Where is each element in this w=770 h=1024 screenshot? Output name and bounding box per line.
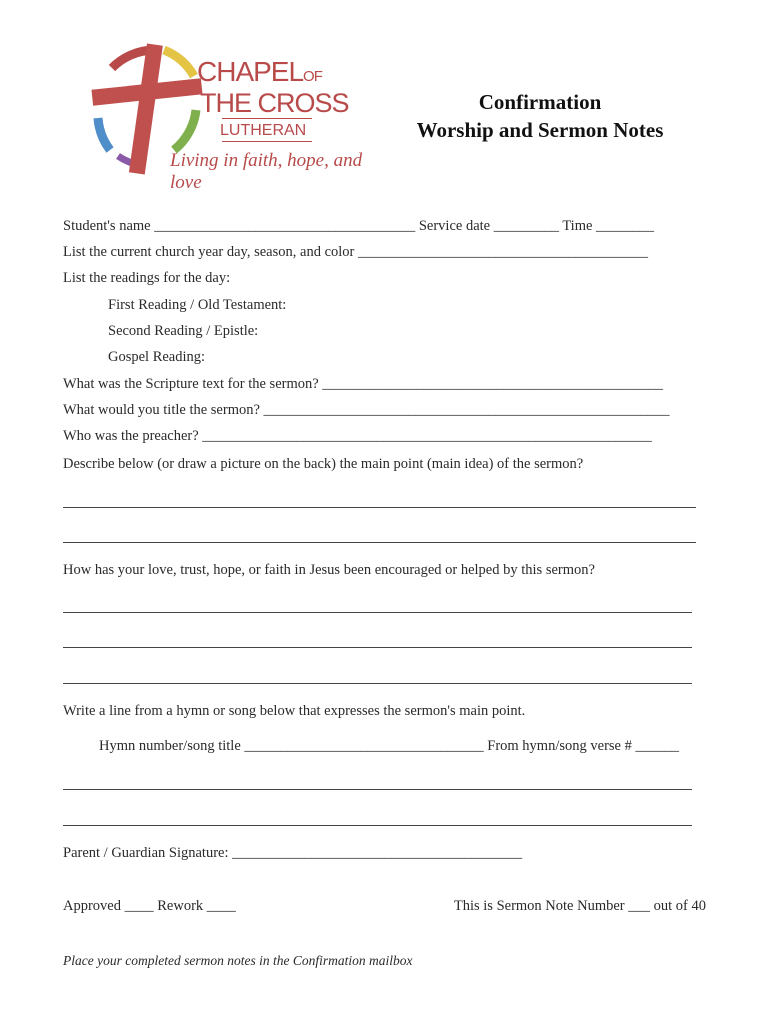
approved-rework[interactable]: Approved ____ Rework ____ bbox=[63, 898, 236, 914]
preacher-line[interactable]: Who was the preacher? ______________________________________________________________ bbox=[63, 428, 652, 444]
sermon-title-line[interactable]: What would you title the sermon? ________________________________________________________ bbox=[63, 402, 670, 418]
second-reading-label: Second Reading / Epistle: bbox=[108, 323, 259, 339]
answer-rule[interactable] bbox=[63, 612, 692, 613]
logo-line1-small: OF bbox=[303, 68, 322, 85]
footer-note: Place your completed sermon notes in the Confirmation mailbox bbox=[63, 953, 413, 968]
hymn-title-line[interactable]: Hymn number/song title _________________________________ From hymn/song verse # ______ bbox=[99, 738, 679, 754]
encouraged-prompt: How has your love, trust, hope, or faith in Jesus been encouraged or helped by this sermon? bbox=[63, 562, 595, 578]
student-name-line[interactable]: Student's name ____________________________________ Service date _________ Time ________ bbox=[63, 218, 655, 234]
first-reading-label: First Reading / Old Testament: bbox=[108, 297, 287, 313]
logo-tagline: Living in faith, hope, and love bbox=[170, 150, 363, 193]
answer-rule[interactable] bbox=[63, 683, 692, 684]
scripture-text-line[interactable]: What was the Scripture text for the sermon? _______________________________________________ bbox=[63, 376, 664, 392]
chapel-logo bbox=[82, 38, 372, 193]
answer-rule[interactable] bbox=[63, 789, 692, 790]
answer-rule[interactable] bbox=[63, 647, 692, 648]
sermon-note-number[interactable]: This is Sermon Note Number ___ out of 40 bbox=[453, 898, 706, 914]
answer-rule[interactable] bbox=[63, 825, 692, 826]
logo-line1: CHAPEL bbox=[197, 56, 304, 87]
page-title-line1: Confirmation bbox=[478, 90, 602, 114]
answer-rule[interactable] bbox=[63, 507, 696, 508]
logo-line3: LUTHERAN bbox=[220, 122, 307, 139]
answer-rule[interactable] bbox=[63, 542, 696, 543]
gospel-reading-label: Gospel Reading: bbox=[108, 349, 206, 365]
hymn-prompt: Write a line from a hymn or song below that expresses the sermon's main point. bbox=[63, 703, 526, 719]
page-title-line2: Worship and Sermon Notes bbox=[416, 118, 664, 142]
signature-line[interactable]: Parent / Guardian Signature: ________________________________________ bbox=[63, 845, 523, 861]
church-year-line[interactable]: List the current church year day, season, and color ________________________________________ bbox=[63, 244, 648, 260]
readings-label: List the readings for the day: bbox=[63, 270, 231, 286]
logo-line2: THE CROSS bbox=[200, 88, 349, 118]
describe-prompt: Describe below (or draw a picture on the back) the main point (main idea) of the sermon? bbox=[63, 456, 584, 472]
